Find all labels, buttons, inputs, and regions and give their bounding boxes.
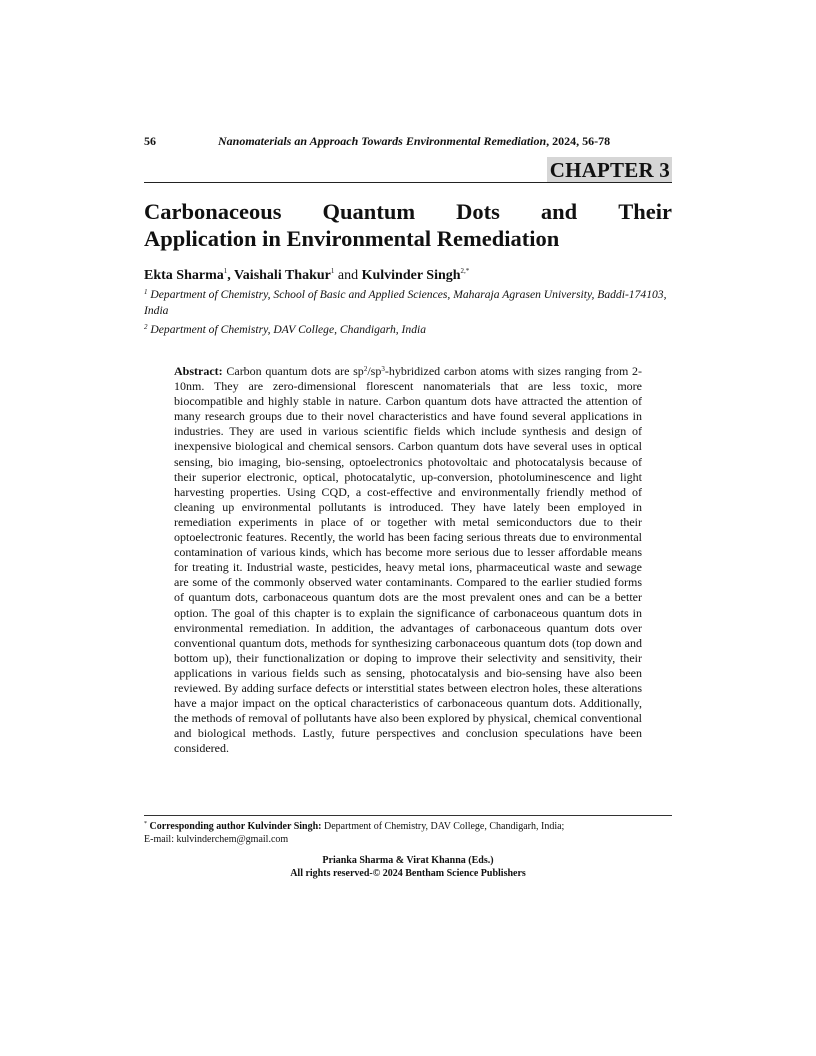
footnote-label: Corresponding author Kulvinder Singh: [149,821,322,832]
chapter-title [144,198,672,252]
book-details: , 2024, 56-78 [546,134,611,148]
author-affiliation-mark: 1 [330,267,335,275]
title-word: Quantum [322,199,416,224]
author-list [144,262,672,285]
chapter-label: CHAPTER 3 [547,157,672,182]
affiliation-mark: 1 [144,288,148,296]
affiliation-text: Department of Chemistry, School of Basic and Applied Sciences, Maharaja Agrasen University, Baddi-174103, India [144,288,667,317]
abstract-text: Carbon quantum dots are sp [226,364,364,378]
author-name: Ekta Sharma [144,268,224,283]
footnote-divider [144,815,672,816]
abstract-text: /sp [367,364,382,378]
title-word: and [540,199,578,224]
abstract-superscript: 2 [363,365,368,373]
affiliation [144,319,672,338]
footnote-marker: * [144,821,147,827]
footnote-text: Department of Chemistry, DAV College, Chandigarh, India; [321,821,565,832]
title-line-1 [144,198,672,225]
affiliation-mark: 2 [144,323,148,331]
affiliation [144,284,672,319]
author-affiliation-mark: 1 [223,267,228,275]
title-line-2: Application in Environmental Remediation [144,226,560,251]
book-title: Nanomaterials an Approach Towards Environmental Remediation [218,134,547,148]
abstract-superscript: 3 [381,365,385,373]
chapter-divider [144,182,672,183]
footnote [144,818,672,846]
abstract-text: -hybridized carbon atoms with sizes ranging from 2-10nm. They are zero-dimensional florescent nanomaterials that are less toxic, more biocompatible and highly stable in nature. Carbon quantum dots have attracted the attention of many research groups due to their novel characteristics and have found several applications in industries. They are used in various scientific fields which include synthesis and design of inexpensive biological and chemical sensors. Carbon quantum dots have several uses in optical sensing, bio imaging, bio-sensing, optoelectronics photovoltaic and photocatalysis because of their superior electronic, optical, photocatalytic, up-conversion, photoluminescence and light harvesting properties. Using CQD, a cost-effective and environmentally friendly method of cleaning up environmental pollutants is introduced. They have lately been employed in remediation experiments in place of or together with metal semiconductors due to their optoelectronic features. Recently, the world has been facing serious threats due to environmental contamination of various kinds, which has become more serious due to lesser affordable means for treating it. Industrial waste, pesticides, heavy metal ions, pharmaceutical waste and sewage are some of the commonly observed water contaminants. Compared to the earlier studied forms of quantum dots, carbonaceous quantum dots are the most prevalent ones and can be a better option. The goal of this chapter is to explain the significance of carbonaceous quantum dots in environmental remediation. In addition, the advantages of carbonaceous quantum dots over conventional quantum dots, methods for synthesizing carbonaceous quantum dots (top down and bottom up), their functionalization or doping to improve their selectivity and sensitivity, their applications in various fields such as sensing, photocatalysis and bio-sensing have also been reviewed. By adding surface defects or interstitial states between electron holes, these alterations have a major impact on the optical characteristics of carbonaceous quantum dots. Additionally, the methods of removal of pollutants have also been explored by physical, chemical conventional and biological methods. Lastly, future perspectives and conclusion speculations have been considered. [174,364,642,756]
publisher-info [144,854,672,880]
author-separator: and [334,268,362,283]
running-head [218,134,610,148]
footnote-email: E-mail: kulvinderchem@gmail.com [144,833,289,845]
abstract-label: Abstract: [174,364,223,378]
author-name: Vaishali Thakur [233,268,331,283]
editors: Prianka Sharma & Virat Khanna (Eds.) [322,855,494,866]
title-word: Dots [456,199,500,224]
author-affiliation-mark: 2,* [460,267,470,275]
author-name: Kulvinder Singh [361,268,461,283]
copyright: All rights reserved-© 2024 Bentham Science Publishers [290,868,526,879]
abstract [174,362,642,756]
page-number: 56 [144,134,156,148]
title-word: Carbonaceous [144,199,282,224]
affiliation-text: Department of Chemistry, DAV College, Chandigarh, India [150,323,427,336]
author-separator: , [227,268,234,283]
title-word: Their [618,199,672,224]
